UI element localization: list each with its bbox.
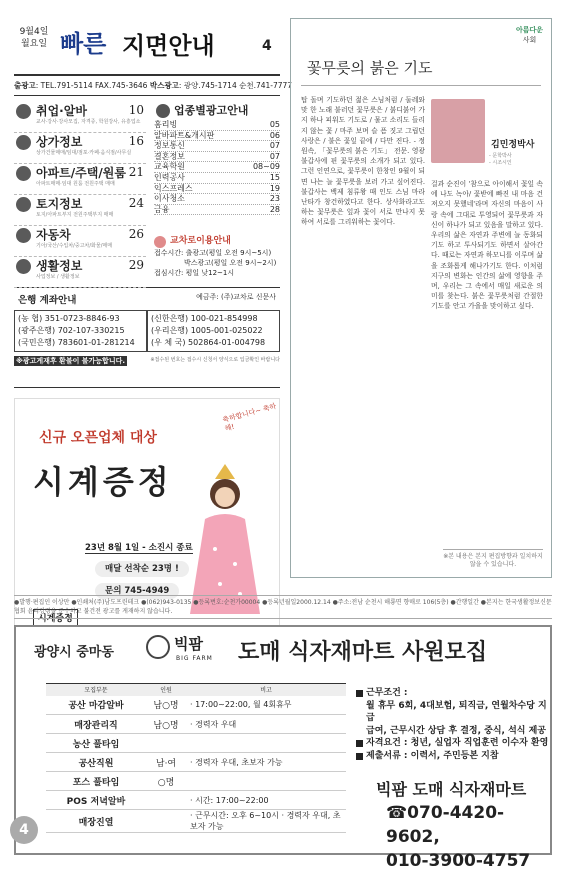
usage-line: 접심시간: 평일 낮12~1시 [154,269,235,277]
category-name: 취업·알바 [36,104,87,118]
info-icon [154,236,166,248]
biz-name: 결혼정보 [154,151,185,161]
category-item[interactable] [14,257,146,288]
table-row [46,715,346,734]
usage-title: 교차로이용안내 [170,236,231,246]
requirement-text: 제출서류 : 이력서, 주민등본 지참 [366,750,499,761]
bullet-icon [356,690,363,697]
recruitment-ad[interactable] [14,625,552,871]
category-item[interactable] [14,195,146,226]
author-credentials [489,153,512,167]
note-cell: · 경력자 우대 [186,715,346,734]
table-row [46,753,346,772]
biz-item[interactable] [154,120,280,131]
biz-name: 금융 [154,204,170,214]
bank-holder: 예금주: (주)교차로 신문사 [196,293,276,301]
bank-account: (우 체 국) 502864-01-004798 [151,338,266,347]
category-desc: 상가건물매매/임대/점포·카페·음식점/사무실 [36,150,132,156]
category-page: 10 [128,103,144,117]
issue-date [14,26,54,50]
requirement-text: 근무조건 : [366,688,408,698]
essay-text-col2: 걸과 순진이 '참으로 아이해서 꽃잎 속에 나도 녹아/ 꽃받에 빠진 내 마음 건져오지 못했네'라며 자신의 마음이 사랑 속에 그대로 투영되어 꽃무릇과 자신이 하나가 되고 있음을 말하고 있다. 우리의 삶은 자연과 주변에 늘 동화되기도 하고 투사되기도 하면서 살아간다. 때로는 자연과 하모니를 이루며 삶을 조화롭게 해나가기도 한다. 이처럼 지구의 변화는 인간의 삶에 영향을 주며, 우리는 그 속에서 매일 새로운 의미를 찾는다. 붉은 꽃무릇처럼 간절한 기도를 안고 가을을 맞이하고 싶다. [431,180,543,311]
phone-number[interactable]: ☎070-4420-9602, [386,803,505,847]
ad-title: 도매 식자재마트 사원모집 [238,640,488,665]
biz-name: 교육학원 [154,162,185,172]
promo-inquiry: 문의 745-4949 [95,583,179,599]
megaphone-icon [156,104,170,118]
author-credential: - 시조시인 [489,160,512,166]
note-cell [186,772,346,791]
role-cell: 공산 마감알바 [46,696,146,715]
table-row [46,791,346,810]
category-name: 자동차 [36,228,71,242]
category-name: 생활정보 [36,259,83,273]
logo-name: 빅팜 [174,635,203,653]
promo-subtitle: 신규 오픈업체 대상 [39,430,157,446]
biz-heading [154,102,280,120]
category-page: 16 [128,134,144,148]
bank-account: (광주은행) 702-107-330215 [18,326,125,335]
author-credential: - 문학박사 [489,153,512,159]
requirement-item [356,750,552,763]
usage-line: 접수시간: 출광고(평일 오전 9시~5시) [154,249,272,257]
table-row [46,772,346,791]
index-section [14,96,280,288]
people-cell: 남○명 [146,715,186,734]
table-row [46,734,346,753]
sales-phone: TEL.791-5114 FAX.745-3646 [40,81,148,90]
role-cell: 포스 풀타임 [46,772,146,791]
phone-number[interactable]: 010-3900-4757 [386,851,531,871]
table-header [46,684,346,696]
usage-line: 박스광고(평일 오전 9시~2시) [184,259,277,267]
requirement-item [356,737,552,750]
role-cell: 매장진열 [46,810,146,833]
biz-name: 이사청소 [154,194,185,204]
bank-heading [14,292,280,306]
biz-item[interactable] [154,162,280,173]
biz-item[interactable] [154,184,280,195]
bank-column-left [14,310,147,352]
role-cell: 매장관리직 [46,715,146,734]
category-desc: 아파트매매·임대 원룸 전원주택 매매 [36,181,115,187]
ad-phone[interactable] [386,801,550,873]
category-desc: 기아/국산/수입차/중고차/화물/매매 [36,243,113,249]
table-row [46,696,346,715]
people-cell [146,791,186,810]
page-title: 지면안내 [122,32,215,60]
requirement-text: 월 휴무 6회, 4대보험, 퇴직금, 연월차수당 지급 [366,700,547,723]
category-icon [16,135,31,150]
category-icon [16,228,31,243]
box-phone: 광양.745-1714 순천.741-7777 [183,81,293,90]
job-table [46,683,346,833]
weekday-text: 월요일 [20,39,48,49]
bank-account: (우리은행) 1005-001-025022 [151,326,263,335]
category-item[interactable] [14,226,146,257]
category-page: 29 [128,258,144,272]
biz-name: 홈리빙 [154,120,178,129]
contact-line: 출광고: TEL.791-5114 FAX.745-3646 박스광고: 광양.745-1714 순천.741-7777 [14,76,280,96]
category-page: 24 [128,196,144,210]
requirement-item [356,687,552,700]
people-cell [146,810,186,833]
logo-english: BIG FARM [176,655,213,662]
sales-label: 출광고 [14,81,36,90]
category-name: 토지정보 [36,197,83,211]
promo-headline: 시계증정 [33,463,173,501]
bank-account: (신한은행) 100-021-854998 [151,314,258,323]
note-cell: · 시간: 17:00~22:00 [186,791,346,810]
bank-accounts [14,310,280,352]
category-item[interactable] [14,102,146,133]
people-cell: ○명 [146,772,186,791]
section-name: 아름다운 [515,26,543,34]
header-cell: 모집부문 [46,684,146,696]
bullet-icon [356,740,363,747]
category-icon [16,259,31,274]
biz-page: 05 [269,120,280,129]
biz-item[interactable] [154,141,280,152]
date-text: 9월4일 [19,27,49,37]
category-icon [16,166,31,181]
bank-column-right [147,310,280,352]
business-ad-guide [154,102,280,215]
refund-warning: ※광고게재후 환불이 불가능합니다. [16,357,126,365]
role-cell: 농산 풀타임 [46,734,146,753]
category-icon [16,104,31,119]
essay-text-col1: 탑 돌며 기도하던 젊은 스님처럼 / 둘레와 맞 한 노래 불러던 꽃무릇은 / 붉디붉어 가지 하나 피워도 기도로 / 물고 소리도 들리지 않는 꽃 / 마주 보며 슬 픔 짓고 그립던 사랑은 / 불은 꽃잎 끝에 / 다만 진다. - 정원속, 「꽃무릇의 붉은 기도」 전문. 영광 불갑사에 핀 꽃무릇의 소개가 되고 있다. 그런 인연으로, 꽃무릇이 한창인 9월이 되면 나는 늘 꽃무릇을 보러 가고 싶어진다. 불갑사는 백제 침류왕 때 인도 스님 마라난타가 창건하였다고 한다. 상사화라고도 하는 꽃무릇은 잎과 꽃이 서로 만나지 못하여 서로를 그리워하는 꽃이다. [301,96,425,227]
publisher-footer: ●발행·편집인 이상만 ●인쇄처(주)남도프린테크 ●(062)943-0135 ●등록번호:순천가00004 ●등록년월일2000.12.14 ●주소:전남 순천시 해룡면 향매로 106(5층) ●간행일간 ●본지는 한국생활정보신문협회 윤리강령을 준수하고 불건전 광고를 게재하지 않습니다. [14,595,552,619]
masthead [14,18,280,76]
bank-account-section [14,288,280,388]
promo-label: 시계증정 [33,609,78,626]
essay-disclaimer: ※본 내용은 본지 편집방향과 일치하지 않을 수 있습니다. [443,549,543,569]
category-name: 상가정보 [36,135,83,149]
note-cell [186,734,346,753]
promo-date: 23년 8월 1일 - 소진시 종료 [85,543,193,553]
essay-column [290,18,552,578]
biz-page: 08~09 [252,162,280,172]
biz-name: 알바파트&개시판 [154,130,215,140]
author-photo [431,99,485,163]
category-icon [16,197,31,212]
biz-title: 업종별광고안내 [174,104,249,117]
box-label: 박스광고 [149,81,179,90]
biz-item[interactable] [154,152,280,163]
bullet-icon [356,753,363,760]
category-desc: 토지/아파트부지 전원주택부지 매매 [36,212,114,218]
biz-page: 07 [269,141,280,151]
people-cell: 남○명 [146,696,186,715]
role-cell: POS 저녁알바 [46,791,146,810]
biz-name: 정보통신 [154,141,185,151]
biz-page: 19 [269,183,280,193]
brand-logo: 빠른 [60,29,107,58]
ad-location: 광양시 중마동 [34,645,114,660]
table-row [46,810,346,833]
biz-page: 23 [269,194,280,204]
category-desc: 교사·강사·강사모집, 자격증, 학원강사, 유흥업소 [36,119,141,125]
biz-page: 15 [269,172,280,182]
bank-notes [14,356,280,366]
page-number-badge: 4 [10,816,38,844]
bank-title: 은행 계좌안내 [18,295,77,306]
bank-account: (농 협) 351-0723-8846-93 [18,314,120,323]
requirement-text: 자격요건 : 청년, 실업자 직업훈련 이수자 환영 [366,738,549,748]
usage-heading [154,236,280,246]
category-list [14,102,146,288]
biz-item[interactable] [154,205,280,216]
note-cell: · 17:00~22:00, 월 4회휴무 [186,696,346,715]
people-cell: 남·여 [146,753,186,772]
people-cell [146,734,186,753]
essay-title: 꽃무릇의 붉은 기도 [307,59,433,77]
biz-page: 06 [269,130,280,140]
party-hat-icon [215,464,235,479]
note-cell: · 근무시간: 오후 6~10시 · 경력자 우대, 초보자 가능 [186,810,346,833]
job-requirements [356,687,552,762]
biz-item[interactable] [154,194,280,205]
biz-item[interactable] [154,131,280,142]
requirement-item [356,700,552,725]
section-sub: 사회 [522,36,537,44]
promo-tag: 축하합니다~ 축하해! [221,402,278,433]
biz-page: 28 [269,204,280,214]
author-name: 김민정박사 [491,140,535,150]
divider [301,85,541,86]
requirement-text: 급여, 근무시간 상담 후 결정, 중식, 석식 제공 [366,725,546,736]
role-cell: 공산직원 [46,753,146,772]
leaf-logo-icon [146,635,170,659]
header-cell: 비고 [186,684,346,696]
biz-item[interactable] [154,173,280,184]
category-page: 21 [128,165,144,179]
usage-guide [154,236,280,278]
category-page: 26 [128,227,144,241]
biz-name: 인력공사 [154,172,185,182]
category-item[interactable] [14,164,146,195]
page-number: 4 [262,38,272,54]
biz-page: 07 [269,151,280,161]
biz-name: 익스프레스 [154,183,193,193]
category-desc: 사업정보 / 생활정보 [36,274,80,280]
category-item[interactable] [14,133,146,164]
note-cell: · 경력자 우대, 초보자 가능 [186,753,346,772]
bank-account: (국민은행) 783601-01-281214 [18,338,135,347]
ad-brand-line: 빅팜 도매 식자재마트 [376,780,527,799]
section-badge [516,25,543,45]
category-name: 아파트/주택/원룸 [36,166,126,180]
requirement-item [356,725,552,738]
promo-first-come: 매달 선착순 23명 ! [95,561,189,577]
bigfarm-logo [146,631,226,669]
bank-note: ※접수된 번호는 접수시 신청서 양식으로 입금확인 바랍니다 [150,357,280,363]
header-cell: 인원 [146,684,186,696]
